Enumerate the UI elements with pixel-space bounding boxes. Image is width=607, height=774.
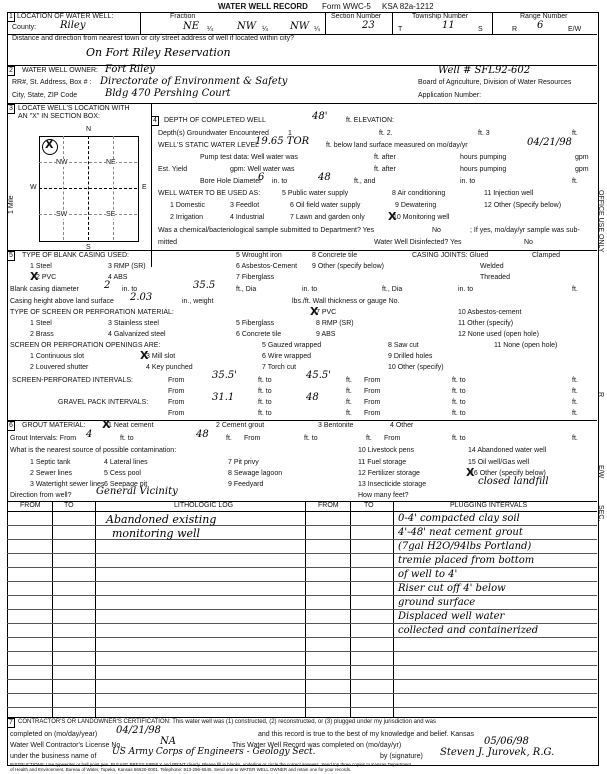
license-label: Water Well Contractor's License No. (10, 742, 123, 749)
margin-r-label: R (597, 392, 604, 398)
static-level-value[interactable]: 19.65 TOR (255, 136, 310, 147)
contamination-label: What is the nearest source of possible contamination: (10, 447, 177, 454)
fraction-2[interactable]: NW (237, 21, 257, 32)
blank-dia-ft-2: ft., Dia (382, 286, 403, 293)
distance-value[interactable]: On Fort Riley Reservation (86, 46, 231, 59)
mill-slot-x-mark: X (140, 349, 149, 362)
application-number-label: Application Number: (418, 92, 482, 99)
owner-value[interactable]: Fort Riley (105, 64, 155, 75)
fraction-1[interactable]: NE (183, 21, 200, 32)
screen-option[interactable]: 2 Brass (30, 331, 54, 338)
casing-threaded[interactable]: Threaded (480, 274, 510, 281)
screen-label: TYPE OF SCREEN OR PERFORATION MATERIAL: (10, 309, 174, 316)
screen-option[interactable]: 10 Asbestos-cement (458, 309, 522, 316)
screen-option[interactable]: 5 Fiberglass (236, 320, 275, 327)
spi-ft-to: ft. to (258, 377, 272, 384)
contam-option[interactable]: 13 Insecticide storage (358, 481, 427, 488)
casing-option[interactable]: 6 Asbestos-Cement (236, 263, 298, 270)
section-3-label-1: LOCATE WELL'S LOCATION WITH (18, 105, 130, 112)
contam-option[interactable]: 12 Fertilizer storage (358, 470, 420, 477)
opening-option[interactable]: 2 Louvered shutter (30, 364, 89, 371)
divider (7, 103, 597, 104)
bore-to-value[interactable]: 48 (318, 172, 331, 183)
litho-header: LITHOLOGIC LOG (174, 502, 234, 509)
blank-dia-ft-3: ft. (572, 286, 578, 293)
blank-dia-ft: ft., Dia (236, 286, 257, 293)
grout-ft-2: ft. (366, 435, 372, 442)
casing-lbs: lbs./ft. Wall thickness or gauge No. (292, 298, 400, 305)
groundwater-label: Depth(s) Groundwater Encountered (158, 130, 269, 137)
contam-option[interactable]: 10 Livestock pens (358, 447, 415, 454)
contam-option-checked[interactable]: 16 Other (specify below) (470, 470, 546, 477)
ksa-reference: KSA 82a-1212 (382, 2, 434, 11)
log-from-header: FROM (20, 502, 41, 509)
plugging-header: PLUGGING INTERVALS (450, 502, 528, 509)
elevation-label: ft. ELEVATION: (346, 117, 394, 124)
casing-height-value[interactable]: 2.03 (130, 292, 153, 303)
divider (151, 103, 152, 267)
gpi-from-label-2: From (364, 399, 381, 406)
spi-ft-3: ft. (346, 388, 352, 395)
record-label: This Water Well Record was completed on (mo/day/yr) (232, 742, 402, 749)
opening-option[interactable]: 4 Key punched (146, 364, 193, 371)
grid-line (39, 162, 137, 163)
address-label: RR#, St. Address, Box # : (12, 79, 92, 86)
gpi-ft-4: ft. (572, 410, 578, 417)
screen-option[interactable]: 1 Steel (30, 320, 52, 327)
gpi-to-value[interactable]: 48 (306, 392, 319, 403)
margin-ew-label: E/W (597, 465, 604, 479)
quarter-1: ¼ (207, 26, 213, 33)
grout-to-value[interactable]: 48 (196, 429, 209, 440)
completed-value[interactable]: 04/21/98 (116, 725, 161, 736)
casing-option[interactable]: 5 Wrought iron (236, 252, 282, 259)
screen-option[interactable]: 9 ABS (316, 331, 336, 338)
blank-dia-label: Blank casing diameter (10, 286, 79, 293)
contam-option[interactable]: 6 Seepage pit (104, 481, 148, 488)
bore-ft-and: ft., and (354, 178, 376, 185)
quarter-3: ¼ (314, 26, 320, 33)
contam-option[interactable]: 15 Oil well/Gas well (468, 459, 530, 466)
opening-option[interactable]: 7 Torch cut (262, 364, 297, 371)
signature[interactable]: Steven J. Jurovek, R.G. (440, 747, 555, 758)
blank-dia-in-to-c: in. to (458, 286, 474, 293)
mitted-label: mitted (158, 239, 178, 246)
grout-ft: ft. (226, 435, 232, 442)
grout-option[interactable]: 4 Other (390, 422, 414, 429)
instructions-2: of Health and Environment, Bureau of Water, Topeka, Kansas 66620-0001. Telephone: 913-296-5545. Send one to WATER WELL OWNER and retain one for your records. (10, 767, 352, 772)
grout-ft-3: ft. (572, 435, 578, 442)
north-label: N (86, 126, 92, 133)
grout-label: GROUT MATERIAL: (22, 422, 86, 429)
contam-option[interactable]: 4 Lateral lines (104, 459, 148, 466)
gpi-from-label-3: From (168, 410, 185, 417)
south-label: S (86, 244, 91, 251)
chem-no[interactable]: No (432, 227, 441, 234)
grout-option[interactable]: 3 Bentonite (318, 422, 354, 429)
contam-option[interactable]: 9 Feedyard (228, 481, 264, 488)
grout-from-label-2: From (244, 435, 261, 442)
bore-value[interactable]: 6 (258, 172, 265, 183)
location-x-mark: X (45, 138, 54, 151)
use-option[interactable]: 11 Injection well (484, 190, 534, 197)
range-label: Range Number (520, 13, 568, 20)
divider (492, 12, 493, 34)
opening-option[interactable]: 1 Continuous slot (30, 353, 85, 360)
disinfect-label: Water Well Disinfected? Yes (374, 239, 462, 246)
nw-label: NW (56, 159, 68, 166)
grout-option-checked[interactable]: 1 Neat cement (108, 422, 154, 429)
casing-option[interactable]: 8 Concrete tile (312, 252, 358, 259)
grid-line (39, 214, 137, 215)
static-level-rest: ft. below land surface measured on mo/day/yr (326, 142, 468, 149)
township-suffix: S (478, 26, 483, 33)
opening-option[interactable]: 8 Saw cut (388, 342, 419, 349)
gpi-ft-to-3: ft. to (258, 410, 272, 417)
section-3-number: 3 (9, 105, 13, 112)
grout-option[interactable]: 2 Cement grout (216, 422, 265, 429)
range-ew: E/W (568, 26, 582, 33)
opening-option-checked[interactable]: 3 Mill slot (146, 353, 176, 360)
certification-text: CONTRACTOR'S OR LANDOWNER'S CERTIFICATION: This water well was (1) constructed, (2) reconstructed, or (3) plugged under my jurisdiction and was (18, 719, 436, 725)
license-value[interactable]: NA (160, 736, 176, 747)
bore-ft: ft. (572, 178, 578, 185)
grout-from-value[interactable]: 4 (86, 429, 93, 440)
township-prefix: T (398, 26, 403, 33)
use-option-checked[interactable]: 10 Monitoring well (393, 214, 450, 221)
spi-ft-to-2: ft. to (452, 377, 466, 384)
screen-pvc-x-mark: X (310, 305, 319, 318)
gpi-ft-to-2: ft. to (452, 399, 466, 406)
plugging-line[interactable]: 0-4' compacted clay soil (398, 513, 520, 524)
form-title: WATER WELL RECORD (218, 2, 308, 11)
grout-from-label-3: From (384, 435, 401, 442)
depth-label: DEPTH OF COMPLETED WELL (164, 117, 266, 124)
business-value[interactable]: US Army Corps of Engineers - Geology Sect. (112, 747, 316, 757)
plugging-line[interactable]: Displaced well water (398, 611, 505, 622)
plugging-line[interactable]: of well to 4' (398, 569, 458, 580)
divider (7, 250, 597, 251)
casing-option-checked[interactable]: 2 PVC (36, 274, 57, 281)
litho-text-1[interactable]: Abandoned existing (106, 513, 217, 526)
bore-in-to-2: in. to (460, 178, 476, 185)
grout-ft-to-2: ft. to (304, 435, 318, 442)
groundwater-3: ft. 3 (478, 130, 490, 137)
monitoring-x-mark: X (388, 210, 397, 223)
screen-option[interactable]: 8 RMP (SR) (316, 320, 354, 327)
fraction-3[interactable]: NW (290, 21, 310, 32)
yield-label: Est. Yield (158, 166, 188, 173)
blank-dia-in-to-b: in. to (302, 286, 318, 293)
distance-label: Distance and direction from nearest town or city street address of well if located within city? (12, 35, 295, 42)
plugging-line[interactable]: (7gal H2O/94lbs Portland) (398, 541, 532, 552)
pump-hours: hours pumping (460, 154, 507, 161)
quarter-2: ¼ (262, 26, 268, 33)
use-option[interactable]: 9 Dewatering (395, 202, 437, 209)
use-option[interactable]: 4 Industrial (230, 214, 265, 221)
spi-ft-2: ft. (572, 377, 578, 384)
contam-option[interactable]: 14 Abandoned water well (468, 447, 547, 454)
contam-option[interactable]: 2 Sewer lines (30, 470, 73, 477)
spi-ft-to-3: ft. to (258, 388, 272, 395)
blank-dia-in-to: in. to (122, 286, 138, 293)
chem-if: ; If yes, mo/day/yr sample was sub- (470, 227, 580, 234)
se-label: SE (106, 211, 116, 218)
spi-label: SCREEN-PERFORATED INTERVALS: (12, 377, 133, 384)
city-value[interactable]: Bldg 470 Pershing Court (105, 88, 231, 99)
use-option[interactable]: 2 Irrigation (170, 214, 204, 221)
opening-option[interactable]: 5 Gauzed wrapped (262, 342, 322, 349)
depth-value[interactable]: 48' (312, 111, 328, 122)
screen-option[interactable]: 12 None used (open hole) (458, 331, 539, 338)
sw-label: SW (56, 211, 68, 218)
chem-label: Was a chemical/bacteriological sample submitted to Department? Yes (158, 227, 375, 234)
use-option[interactable]: 1 Domestic (170, 202, 206, 209)
blank-dia-to-value[interactable]: 35.5 (193, 280, 216, 291)
contam-option[interactable]: 7 Pit privy (228, 459, 259, 466)
casing-option[interactable]: 9 Other (specify below) (312, 263, 384, 270)
gpi-ft-to: ft. to (258, 399, 272, 406)
county-label: County: (12, 24, 37, 31)
how-many-feet-label: How many feet? (358, 492, 409, 499)
section-grid[interactable] (30, 126, 146, 254)
gpi-from-label: From (168, 399, 185, 406)
casing-option[interactable]: 7 Fiberglass (236, 274, 275, 281)
screen-option[interactable]: 4 Galvanized steel (108, 331, 166, 338)
section-number-value[interactable]: 23 (362, 20, 375, 31)
spi-ft: ft. (346, 377, 352, 384)
city-label: City, State, ZIP Code (12, 92, 78, 99)
use-option[interactable]: 6 Oil field water supply (290, 202, 361, 209)
township-label: Township Number (412, 13, 469, 20)
openings-label: SCREEN OR PERFORATION OPENINGS ARE: (10, 342, 161, 349)
yield-gpm-2: gpm (575, 166, 589, 173)
plugging-line[interactable]: Riser cut off 4' below (398, 583, 506, 594)
yield-hours: hours pumping (460, 166, 507, 173)
west-label: W (30, 184, 37, 191)
log-from-header-2: FROM (318, 502, 339, 509)
plugging-line[interactable]: tremie placed from bottom (398, 555, 535, 566)
address-value[interactable]: Directorate of Environment & Safety (100, 76, 288, 87)
spi-from-label: From (168, 377, 185, 384)
contam-option[interactable]: 1 Septic tank (30, 459, 71, 466)
divider (325, 12, 326, 34)
grout-ft-to-3: ft. to (452, 435, 466, 442)
spi-to-value[interactable]: 45.5' (306, 370, 332, 381)
direction-label: Direction from well? (10, 492, 72, 499)
litho-text-2[interactable]: monitoring well (112, 527, 201, 540)
plugging-line[interactable]: ground surface (398, 597, 476, 608)
gpi-ft: ft. (346, 399, 352, 406)
contam-option[interactable]: 5 Cess pool (104, 470, 141, 477)
static-level-label: WELL'S STATIC WATER LEVEL (158, 142, 260, 149)
screen-option[interactable]: 6 Concrete tile (236, 331, 282, 338)
gpi-from-value[interactable]: 31.1 (212, 392, 235, 403)
instructions-1: INSTRUCTIONS: Use typewriter or ball point pen. PLEASE PRESS FIRMLY and PRINT clearly. Please fill in blanks, underline or circle the correct answers. Send top three copies to Kansas Department (10, 762, 412, 767)
range-prefix: R (512, 26, 518, 33)
margin-sec-label: SEC. (597, 505, 604, 522)
casing-option[interactable]: 3 RMP (SR) (108, 263, 146, 270)
disinfect-no[interactable]: No (524, 239, 533, 246)
casing-joints: CASING JOINTS: Glued (412, 252, 489, 259)
casing-weight: in., weight (182, 298, 214, 305)
pvc-x-mark: X (30, 270, 39, 283)
fraction-label: Fraction (170, 13, 196, 20)
contam-option[interactable]: 11 Fuel storage (358, 459, 407, 466)
section-2-label: WATER WELL OWNER: (22, 67, 98, 74)
opening-option[interactable]: 6 Wire wrapped (262, 353, 312, 360)
well-number[interactable]: Well # SFL92-602 (438, 65, 531, 76)
business-label: under the business name of (10, 753, 97, 760)
gpi-from-label-4: From (364, 410, 381, 417)
grout-ft-to: ft. to (120, 435, 134, 442)
true-text: and this record is true to the best of my knowledge and belief. Kansas (258, 731, 474, 738)
grid-line (63, 136, 64, 240)
grout-intervals-label: Grout Intervals: From (10, 435, 77, 442)
county-value[interactable]: Riley (60, 20, 86, 31)
pump-gpm: gpm (575, 154, 589, 161)
grid-line (113, 136, 114, 240)
groundwater-2: ft. 2. (379, 130, 393, 137)
divider (392, 12, 393, 34)
section-6-number: 6 (9, 422, 13, 429)
blank-dia-value[interactable]: 2 (104, 280, 111, 291)
spi-from-label-2: From (364, 377, 381, 384)
range-value[interactable]: 6 (537, 20, 544, 31)
use-label: WELL WATER TO BE USED AS: (158, 190, 261, 197)
section-2-number: 2 (9, 67, 13, 74)
plugging-line[interactable]: 4'-48' neat cement grout (398, 527, 523, 538)
spi-ft-4: ft. (572, 388, 578, 395)
groundwater-ft: ft. (572, 130, 578, 137)
divider (7, 420, 597, 421)
other-contam-x-mark: X (466, 466, 475, 479)
section-number-label: Section Number (331, 13, 382, 20)
static-level-date[interactable]: 04/21/98 (527, 137, 572, 148)
bore-in-to: in. to (272, 178, 288, 185)
log-to-header-2: TO (364, 502, 374, 509)
divider (7, 717, 597, 718)
gpi-label: GRAVEL PACK INTERVALS: (58, 399, 149, 406)
form-number: Form WWC-5 (322, 2, 371, 11)
gpi-ft-to-4: ft. to (452, 410, 466, 417)
casing-clamped[interactable]: Clamped (532, 252, 561, 259)
casing-label: TYPE OF BLANK CASING USED: (22, 252, 129, 259)
bore-label: Bore Hole Diameter (200, 178, 262, 185)
record-date[interactable]: 05/06/98 (484, 736, 529, 747)
township-value[interactable]: 11 (442, 20, 455, 31)
spi-from-value[interactable]: 35.5' (212, 370, 238, 381)
casing-option[interactable]: 1 Steel (30, 263, 52, 270)
completed-label: completed on (mo/day/year) (10, 731, 98, 738)
opening-option[interactable]: 10 Other (specify) (388, 364, 444, 371)
office-use-label: OFFICE USE ONLY (597, 190, 604, 253)
section-3-label-2: AN "X" IN SECTION BOX: (18, 113, 100, 120)
use-option[interactable]: 8 Air conditioning (392, 190, 446, 197)
section-7-number: 7 (9, 719, 13, 726)
opening-option[interactable]: 11 None (open hole) (494, 342, 558, 349)
other-contam-value[interactable]: closed landfill (478, 476, 549, 487)
casing-welded[interactable]: Welded (480, 263, 504, 270)
neat-cement-x-mark: X (102, 418, 111, 431)
yield-ft-after: ft. after (374, 166, 396, 173)
spi-from-label-4: From (364, 388, 381, 395)
opening-option[interactable]: 9 Drilled holes (388, 353, 433, 360)
pump-ft-after: ft. after (374, 154, 396, 161)
screen-option[interactable]: 3 Stainless steel (108, 320, 159, 327)
log-to-header: TO (64, 502, 74, 509)
use-option[interactable]: 12 Other (Specify below) (484, 202, 562, 209)
plugging-line[interactable]: collected and containerized (398, 625, 539, 636)
casing-height-label: Casing height above land surface (10, 298, 114, 305)
casing-option[interactable]: 4 ABS (108, 274, 128, 281)
groundwater-1: 1 (288, 130, 292, 137)
direction-value[interactable]: General Vicinity (96, 486, 178, 497)
ne-label: NE (106, 159, 116, 166)
east-label: E (142, 184, 147, 191)
contam-option[interactable]: 3 Watertight sewer lines (30, 481, 105, 488)
yield-gpm: gpm: Well water was (230, 166, 295, 173)
gpi-ft-2: ft. (572, 399, 578, 406)
divider (140, 12, 141, 34)
screen-option[interactable]: 11 Other (specify) (458, 320, 514, 327)
section-4-number: 4 (153, 117, 157, 124)
section-1-number: 1 (9, 13, 13, 20)
contam-option[interactable]: 8 Sewage lagoon (228, 470, 283, 477)
use-option[interactable]: 5 Public water supply (282, 190, 349, 197)
section-1-label: LOCATION OF WATER WELL: (17, 13, 114, 20)
use-option[interactable]: 3 Feedlot (230, 202, 260, 209)
mile-label: 1 Mile (8, 195, 15, 214)
spi-ft-to-4: ft. to (452, 388, 466, 395)
section-5-number: 5 (9, 252, 13, 259)
pump-test-label: Pump test data: Well water was (200, 154, 298, 161)
gpi-ft-3: ft. (346, 410, 352, 417)
screen-option-checked[interactable]: 7 PVC (316, 309, 337, 316)
board-label: Board of Agriculture, Division of Water Resources (418, 79, 572, 86)
use-option[interactable]: 7 Lawn and garden only (290, 214, 365, 221)
grid-line (39, 188, 137, 189)
spi-from-label-3: From (168, 388, 185, 395)
by-signature-label: by (signature) (380, 753, 423, 760)
